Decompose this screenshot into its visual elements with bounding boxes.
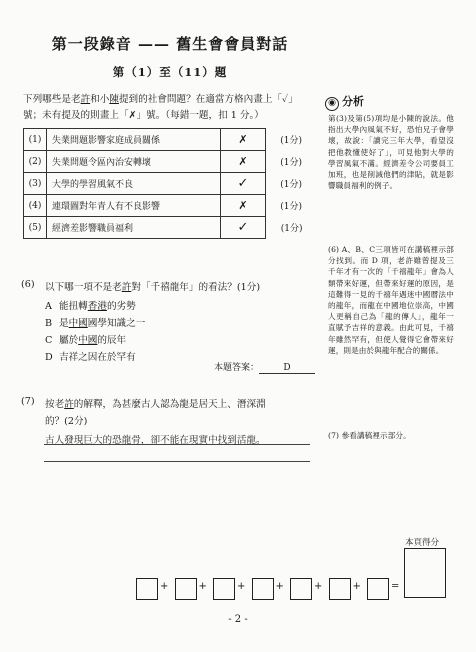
magnifier-icon: ◉	[325, 97, 339, 111]
answer-line-1	[44, 444, 310, 445]
plus-sign: +	[314, 581, 323, 592]
row-number: (5)	[24, 217, 47, 239]
question-range: 第（1）至（11）題	[112, 65, 228, 79]
question-7-stem-cont: 的？(2分)	[45, 416, 88, 427]
option-d[interactable]: D 吉祥之因在於罕有	[45, 352, 136, 363]
row-mark-cell[interactable]: ✗	[221, 151, 266, 173]
row-issue-text: 連環圖對年青人有不良影響	[47, 195, 221, 217]
row-mark-cell[interactable]: ✓	[221, 217, 266, 239]
score-box[interactable]	[329, 578, 351, 600]
page-score-box[interactable]	[404, 548, 446, 598]
page-score-label: 本頁得分	[405, 538, 440, 548]
option-a[interactable]: A 能扭轉香港的劣勢	[45, 301, 136, 312]
row-issue-text: 經濟差影響職員福利	[47, 217, 221, 239]
score-box[interactable]	[136, 578, 158, 600]
row-number: (1)	[24, 129, 47, 151]
question-6-answer: 本題答案： D	[214, 360, 315, 374]
question-7-stem: 按老許的解釋，為甚麼古人認為龍是居天上、潛深淵	[45, 399, 266, 410]
row-number: (4)	[24, 195, 47, 217]
plus-sign: +	[237, 581, 246, 592]
table-row	[24, 217, 305, 239]
row-score: (1分)	[280, 158, 302, 168]
question-7-number: (7)	[21, 396, 35, 407]
option-c[interactable]: C 屬於中國的辰年	[45, 335, 127, 346]
table-row	[24, 151, 305, 173]
plus-sign: +	[352, 581, 361, 592]
row-mark-cell[interactable]: ✗	[221, 129, 266, 151]
row-score: (1分)	[280, 180, 302, 190]
analysis-note-2: (6) A、B、C三項皆可在講稿裡示部分找到。而 D 項，老許雖曾提及三千年才有一次的「千禧龍年」會為人類帶來好運，但帶來好運的原因，是這難得一見的千禧年遇迷中國曆法中的龍年，而龍在中國地位崇高，中國人更稱自己為「龍的傳人」，龍年一直賦予吉祥的意義。由此可見，千禧年雖然罕有，但使人覺得它會帶來好運，則是由於與龍年配合的關係。	[328, 245, 454, 355]
question-6-stem: 以下哪一項不是老許對「千禧龍年」的看法？(1分)	[45, 282, 261, 293]
row-issue-text: 失業問題令區內治安轉壞	[47, 151, 221, 173]
option-b[interactable]: B 是中國國學知識之一	[45, 318, 146, 329]
row-score: (1分)	[280, 224, 303, 234]
section-title: 第一段錄音 —— 舊生會會員對話	[51, 35, 289, 53]
question-6-number: (6)	[21, 279, 35, 290]
answer-line-2	[44, 461, 310, 462]
table-row	[24, 195, 305, 217]
plus-sign: +	[198, 581, 207, 592]
instruction-text: 下列哪些是老許和小陳提到的社會問題？在適當方格內畫上「✓」號；未有提及的則畫上「✗」號。（每錯一題，扣 1 分。）	[23, 94, 298, 121]
equals-sign: =	[391, 581, 400, 592]
row-score: (1分)	[280, 136, 302, 146]
row-mark-cell[interactable]: ✗	[221, 195, 266, 217]
answer-6-field[interactable]: D	[259, 363, 315, 374]
row-mark-cell[interactable]: ✓	[221, 173, 266, 195]
row-issue-text: 大學的學習風氣不良	[47, 173, 221, 195]
row-number: (3)	[24, 173, 47, 195]
table-row	[24, 173, 305, 195]
score-box[interactable]	[252, 578, 274, 600]
table-row	[24, 129, 305, 151]
row-score: (1分)	[280, 202, 302, 212]
analysis-note-1: 第(3)及第(5)項均是小陳的說法。他指出大學內風氣不好，恐怕兄子會學壞，故說：「讀完三年大學，看望沒把他教懂使好了」，可見他對大學的學習風氣不滿。經濟差令公司要員工加班，也是削減他們的津貼，就是影響職員福利的例子。	[328, 114, 454, 191]
plus-sign: +	[275, 581, 284, 592]
score-box[interactable]	[290, 578, 312, 600]
row-issue-text: 失業問題影響家庭成員關係	[47, 129, 221, 151]
score-box[interactable]	[175, 578, 197, 600]
page-number: - 2 -	[228, 614, 248, 625]
analysis-heading: ◉ 分析	[325, 93, 364, 111]
social-issues-table	[23, 128, 305, 239]
analysis-note-3: (7) 參看講稿裡示部分。	[328, 431, 411, 440]
score-box[interactable]	[367, 578, 389, 600]
row-number: (2)	[24, 151, 47, 173]
plus-sign: +	[160, 581, 169, 592]
answer-7-text[interactable]: 古人發現巨大的恐龍骨，卻不能在現實中找到活龍。	[45, 435, 266, 446]
score-box[interactable]	[213, 578, 235, 600]
